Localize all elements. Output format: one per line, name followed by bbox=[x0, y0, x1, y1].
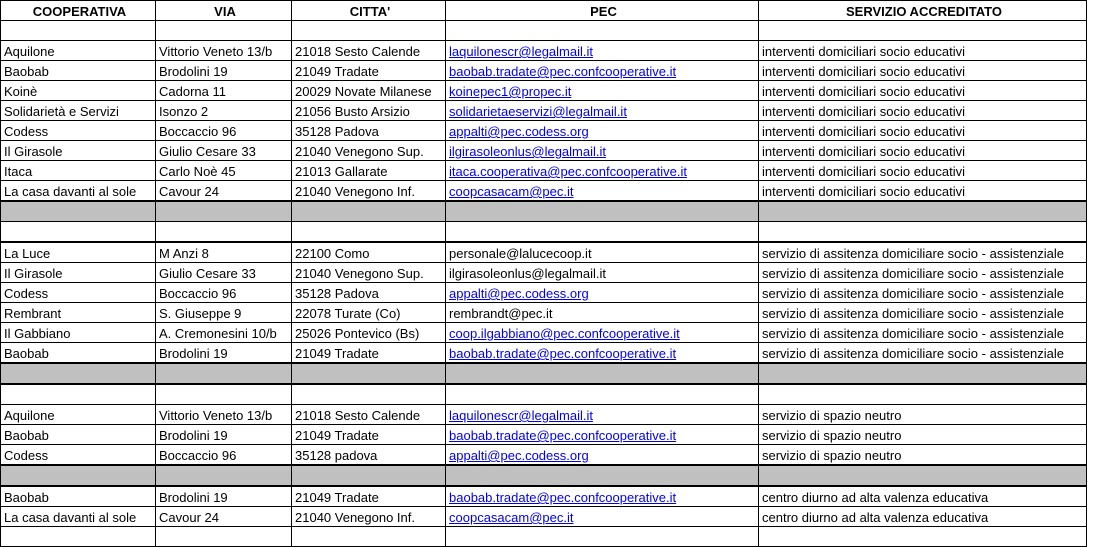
cell-via[interactable]: Vittorio Veneto 13/b bbox=[156, 41, 292, 61]
table-row bbox=[1, 101, 1087, 121]
cell-cooperativa[interactable] bbox=[1, 384, 156, 405]
cell-cooperativa[interactable]: Il Girasole bbox=[1, 263, 156, 283]
cell-pec[interactable] bbox=[446, 465, 759, 486]
cell-citta[interactable]: 20029 Novate Milanese bbox=[292, 81, 446, 101]
cell-via[interactable]: Giulio Cesare 33 bbox=[156, 141, 292, 161]
pec-link[interactable]: appalti@pec.codess.org bbox=[449, 448, 589, 463]
cell-citta[interactable] bbox=[292, 527, 446, 547]
cell-cooperativa[interactable]: Solidarietà e Servizi bbox=[1, 101, 156, 121]
cell-pec[interactable] bbox=[446, 445, 759, 466]
cell-servizio[interactable]: interventi domiciliari socio educativi bbox=[759, 161, 1087, 181]
table-row bbox=[1, 343, 1087, 364]
cell-citta[interactable]: 21049 Tradate bbox=[292, 486, 446, 507]
cell-pec[interactable] bbox=[446, 323, 759, 343]
cell-servizio[interactable]: servizio di assitenza domiciliare socio - assistenziale bbox=[759, 323, 1087, 343]
cell-pec[interactable] bbox=[446, 425, 759, 445]
cell-pec[interactable] bbox=[446, 61, 759, 81]
pec-link[interactable]: baobab.tradate@pec.confcooperative.it bbox=[449, 64, 677, 79]
header-via[interactable]: VIA bbox=[156, 1, 292, 21]
cell-via[interactable]: A. Cremonesini 10/b bbox=[156, 323, 292, 343]
cell-citta[interactable]: 21049 Tradate bbox=[292, 61, 446, 81]
table-row bbox=[1, 405, 1087, 425]
cell-cooperativa[interactable]: Aquilone bbox=[1, 41, 156, 61]
spreadsheet-body bbox=[1, 1, 1087, 547]
cell-pec[interactable] bbox=[446, 343, 759, 364]
table-row bbox=[1, 486, 1087, 507]
cell-citta[interactable] bbox=[292, 222, 446, 243]
pec-link[interactable]: koinepec1@propec.it bbox=[449, 84, 572, 99]
cell-servizio[interactable]: servizio di assitenza domiciliare socio - assistenziale bbox=[759, 303, 1087, 323]
table-row bbox=[1, 242, 1087, 263]
separator-row bbox=[1, 363, 1087, 384]
cell-via[interactable] bbox=[156, 201, 292, 222]
table-row bbox=[1, 323, 1087, 343]
cell-pec[interactable] bbox=[446, 222, 759, 243]
cell-servizio[interactable]: interventi domiciliari socio educativi bbox=[759, 141, 1087, 161]
table-row bbox=[1, 303, 1087, 323]
cell-pec[interactable] bbox=[446, 486, 759, 507]
pec-link[interactable]: coopcasacam@pec.it bbox=[449, 510, 574, 525]
cell-cooperativa[interactable]: Baobab bbox=[1, 61, 156, 81]
blank-row bbox=[1, 222, 1087, 243]
cell-via[interactable]: Boccaccio 96 bbox=[156, 121, 292, 141]
cell-citta[interactable]: 35128 Padova bbox=[292, 121, 446, 141]
cell-via[interactable]: M Anzi 8 bbox=[156, 242, 292, 263]
cell-cooperativa[interactable] bbox=[1, 222, 156, 243]
cell-cooperativa[interactable]: Koinè bbox=[1, 81, 156, 101]
cell-cooperativa[interactable]: La casa davanti al sole bbox=[1, 507, 156, 527]
cell-via[interactable] bbox=[156, 222, 292, 243]
cell-via[interactable]: Cavour 24 bbox=[156, 507, 292, 527]
header-pec[interactable]: PEC bbox=[446, 1, 759, 21]
cell-servizio[interactable]: servizio di spazio neutro bbox=[759, 445, 1087, 466]
cell-citta[interactable] bbox=[292, 201, 446, 222]
cell-pec[interactable] bbox=[446, 384, 759, 405]
cell-servizio[interactable] bbox=[759, 527, 1087, 547]
cell-via[interactable] bbox=[156, 465, 292, 486]
header-row bbox=[1, 1, 1087, 21]
cell-via[interactable]: Brodolini 19 bbox=[156, 425, 292, 445]
cell-pec[interactable] bbox=[446, 21, 759, 41]
cell-servizio[interactable]: interventi domiciliari socio educativi bbox=[759, 81, 1087, 101]
cell-pec[interactable] bbox=[446, 121, 759, 141]
table-row bbox=[1, 181, 1087, 202]
cell-pec[interactable] bbox=[446, 242, 759, 263]
cell-citta[interactable]: 21056 Busto Arsizio bbox=[292, 101, 446, 121]
pec-link[interactable]: baobab.tradate@pec.confcooperative.it bbox=[449, 346, 677, 361]
cell-pec[interactable] bbox=[446, 363, 759, 384]
cell-servizio[interactable]: interventi domiciliari socio educativi bbox=[759, 61, 1087, 81]
cell-pec[interactable] bbox=[446, 405, 759, 425]
cell-cooperativa[interactable]: Codess bbox=[1, 121, 156, 141]
pec-link[interactable]: itaca.cooperativa@pec.confcooperative.it bbox=[449, 164, 687, 179]
cell-citta[interactable]: 35128 Padova bbox=[292, 283, 446, 303]
table-row bbox=[1, 141, 1087, 161]
cell-servizio[interactable] bbox=[759, 201, 1087, 222]
pec-text: ilgirasoleonlus@legalmail.it bbox=[449, 266, 606, 281]
table-row bbox=[1, 61, 1087, 81]
pec-link[interactable]: appalti@pec.codess.org bbox=[449, 124, 589, 139]
cell-citta[interactable]: 21040 Venegono Sup. bbox=[292, 141, 446, 161]
cell-pec[interactable] bbox=[446, 263, 759, 283]
cell-citta[interactable]: 21013 Gallarate bbox=[292, 161, 446, 181]
cell-citta[interactable] bbox=[292, 363, 446, 384]
cell-servizio[interactable] bbox=[759, 21, 1087, 41]
cell-via[interactable]: Carlo Noè 45 bbox=[156, 161, 292, 181]
cell-cooperativa[interactable]: Il Girasole bbox=[1, 141, 156, 161]
table-row bbox=[1, 425, 1087, 445]
cell-via[interactable]: Brodolini 19 bbox=[156, 343, 292, 364]
pec-link[interactable]: coopcasacam@pec.it bbox=[449, 184, 574, 199]
table-row bbox=[1, 445, 1087, 466]
cell-via[interactable] bbox=[156, 363, 292, 384]
pec-link[interactable]: appalti@pec.codess.org bbox=[449, 286, 589, 301]
cell-cooperativa[interactable] bbox=[1, 465, 156, 486]
separator-row bbox=[1, 465, 1087, 486]
cell-citta[interactable] bbox=[292, 21, 446, 41]
pec-link[interactable]: solidarietaeservizi@legalmail.it bbox=[449, 104, 627, 119]
cell-pec[interactable] bbox=[446, 161, 759, 181]
cell-servizio[interactable]: centro diurno ad alta valenza educativa bbox=[759, 507, 1087, 527]
cell-servizio[interactable]: interventi domiciliari socio educativi bbox=[759, 121, 1087, 141]
pec-link[interactable]: baobab.tradate@pec.confcooperative.it bbox=[449, 490, 677, 505]
table-row bbox=[1, 81, 1087, 101]
header-servizio[interactable]: SERVIZIO ACCREDITATO bbox=[759, 1, 1087, 21]
cell-servizio[interactable]: servizio di assitenza domiciliare socio - assistenziale bbox=[759, 263, 1087, 283]
cell-citta[interactable]: 21049 Tradate bbox=[292, 343, 446, 364]
pec-link[interactable]: laquilonescr@legalmail.it bbox=[449, 44, 593, 59]
table-row bbox=[1, 161, 1087, 181]
cell-via[interactable]: Cavour 24 bbox=[156, 181, 292, 202]
blank-row bbox=[1, 384, 1087, 405]
table-row bbox=[1, 121, 1087, 141]
cell-cooperativa[interactable]: Aquilone bbox=[1, 405, 156, 425]
cell-citta[interactable]: 25026 Pontevico (Bs) bbox=[292, 323, 446, 343]
cell-citta[interactable]: 21040 Venegono Sup. bbox=[292, 263, 446, 283]
pec-link[interactable]: coop.ilgabbiano@pec.confcooperative.it bbox=[449, 326, 680, 341]
cell-servizio[interactable]: servizio di spazio neutro bbox=[759, 405, 1087, 425]
cell-cooperativa[interactable]: Codess bbox=[1, 445, 156, 466]
cell-citta[interactable]: 35128 padova bbox=[292, 445, 446, 466]
cell-cooperativa[interactable]: Baobab bbox=[1, 425, 156, 445]
blank-row bbox=[1, 527, 1087, 547]
pec-text: rembrandt@pec.it bbox=[449, 306, 553, 321]
cell-servizio[interactable]: servizio di assitenza domiciliare socio - assistenziale bbox=[759, 242, 1087, 263]
cell-via[interactable] bbox=[156, 384, 292, 405]
cell-citta[interactable]: 21049 Tradate bbox=[292, 425, 446, 445]
cell-servizio[interactable] bbox=[759, 363, 1087, 384]
cell-via[interactable] bbox=[156, 527, 292, 547]
cell-servizio[interactable]: interventi domiciliari socio educativi bbox=[759, 101, 1087, 121]
cell-servizio[interactable]: interventi domiciliari socio educativi bbox=[759, 181, 1087, 202]
cell-pec[interactable] bbox=[446, 507, 759, 527]
cell-via[interactable]: Isonzo 2 bbox=[156, 101, 292, 121]
cell-via[interactable]: Boccaccio 96 bbox=[156, 445, 292, 466]
cell-citta[interactable] bbox=[292, 465, 446, 486]
cell-cooperativa[interactable]: Rembrant bbox=[1, 303, 156, 323]
table-row bbox=[1, 41, 1087, 61]
cell-citta[interactable]: 22078 Turate (Co) bbox=[292, 303, 446, 323]
separator-row bbox=[1, 201, 1087, 222]
cell-cooperativa[interactable]: Baobab bbox=[1, 486, 156, 507]
cell-via[interactable] bbox=[156, 21, 292, 41]
cell-via[interactable]: Boccaccio 96 bbox=[156, 283, 292, 303]
cell-cooperativa[interactable]: Codess bbox=[1, 283, 156, 303]
cell-pec[interactable] bbox=[446, 201, 759, 222]
cell-servizio[interactable]: centro diurno ad alta valenza educativa bbox=[759, 486, 1087, 507]
cell-cooperativa[interactable] bbox=[1, 527, 156, 547]
pec-link[interactable]: laquilonescr@legalmail.it bbox=[449, 408, 593, 423]
cell-pec[interactable] bbox=[446, 181, 759, 202]
table-row bbox=[1, 507, 1087, 527]
cell-servizio[interactable] bbox=[759, 465, 1087, 486]
cell-pec[interactable] bbox=[446, 527, 759, 547]
cell-via[interactable]: Brodolini 19 bbox=[156, 486, 292, 507]
cell-servizio[interactable]: servizio di assitenza domiciliare socio - assistenziale bbox=[759, 343, 1087, 364]
pec-link[interactable]: baobab.tradate@pec.confcooperative.it bbox=[449, 428, 677, 443]
cell-servizio[interactable]: servizio di assitenza domiciliare socio - assistenziale bbox=[759, 283, 1087, 303]
cell-cooperativa[interactable] bbox=[1, 21, 156, 41]
cell-pec[interactable] bbox=[446, 101, 759, 121]
pec-link[interactable]: ilgirasoleonlus@legalmail.it bbox=[449, 144, 606, 159]
cell-cooperativa[interactable]: Baobab bbox=[1, 343, 156, 364]
cell-pec[interactable] bbox=[446, 81, 759, 101]
cell-citta[interactable]: 21040 Venegono Inf. bbox=[292, 181, 446, 202]
cell-via[interactable]: Cadorna 11 bbox=[156, 81, 292, 101]
cell-pec[interactable] bbox=[446, 141, 759, 161]
header-citta[interactable]: CITTA' bbox=[292, 1, 446, 21]
cell-pec[interactable] bbox=[446, 303, 759, 323]
cell-pec[interactable] bbox=[446, 283, 759, 303]
cell-via[interactable]: Vittorio Veneto 13/b bbox=[156, 405, 292, 425]
cell-pec[interactable] bbox=[446, 41, 759, 61]
pec-text: personale@lalucecoop.it bbox=[449, 246, 592, 261]
cell-via[interactable]: Giulio Cesare 33 bbox=[156, 263, 292, 283]
cell-servizio[interactable] bbox=[759, 384, 1087, 405]
cell-via[interactable]: Brodolini 19 bbox=[156, 61, 292, 81]
cell-cooperativa[interactable] bbox=[1, 363, 156, 384]
cell-citta[interactable]: 22100 Como bbox=[292, 242, 446, 263]
cell-servizio[interactable] bbox=[759, 222, 1087, 243]
cell-cooperativa[interactable]: La casa davanti al sole bbox=[1, 181, 156, 202]
cell-cooperativa[interactable]: La Luce bbox=[1, 242, 156, 263]
cell-cooperativa[interactable] bbox=[1, 201, 156, 222]
cell-servizio[interactable]: interventi domiciliari socio educativi bbox=[759, 41, 1087, 61]
cell-citta[interactable]: 21018 Sesto Calende bbox=[292, 405, 446, 425]
table-row bbox=[1, 283, 1087, 303]
blank-row bbox=[1, 21, 1087, 41]
cell-cooperativa[interactable]: Itaca bbox=[1, 161, 156, 181]
cell-cooperativa[interactable]: Il Gabbiano bbox=[1, 323, 156, 343]
cell-citta[interactable] bbox=[292, 384, 446, 405]
cell-citta[interactable]: 21040 Venegono Inf. bbox=[292, 507, 446, 527]
table-row bbox=[1, 263, 1087, 283]
cell-servizio[interactable]: servizio di spazio neutro bbox=[759, 425, 1087, 445]
header-cooperativa[interactable]: COOPERATIVA bbox=[1, 1, 156, 21]
cell-citta[interactable]: 21018 Sesto Calende bbox=[292, 41, 446, 61]
cell-via[interactable]: S. Giuseppe 9 bbox=[156, 303, 292, 323]
